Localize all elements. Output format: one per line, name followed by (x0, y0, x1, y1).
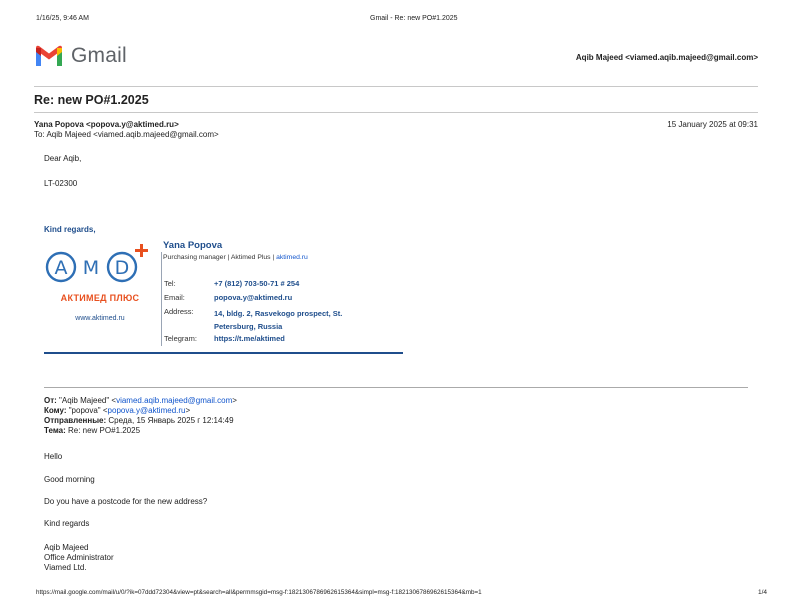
sig-tel-label: Tel: (164, 279, 176, 288)
print-datetime: 1/16/25, 9:46 AM (36, 15, 89, 22)
quoted-sent-label: Отправленные: (44, 416, 109, 425)
quoted-sig-title: Office Administrator (44, 553, 114, 562)
quoted-sent-value: Среда, 15 Январь 2025 г 12:14:49 (108, 416, 234, 425)
message-closing: Kind regards, (44, 225, 96, 234)
quoted-line-hello: Hello (44, 452, 63, 461)
logo-company-ru: АКТИМЕД ПЛЮС (60, 293, 140, 303)
signature-role-link[interactable]: aktimed.ru (276, 254, 308, 261)
sig-address-value: 14, bldg. 2, Rasvekogo prospect, St. Petersburg, Russia (214, 309, 343, 331)
quoted-to-end: > (185, 406, 191, 415)
message-date: 15 January 2025 at 09:31 (667, 120, 758, 129)
logo-website: www.aktimed.ru (75, 315, 125, 322)
quoted-subject-label: Тема: (44, 426, 68, 435)
message-body-line: LT-02300 (44, 179, 78, 188)
subject-divider (34, 112, 758, 113)
quoted-line-question: Do you have a postcode for the new address? (44, 497, 208, 506)
gmail-wordmark: Gmail (71, 44, 127, 67)
sig-telegram-value[interactable]: https://t.me/aktimed (214, 334, 285, 343)
print-footer-page: 1/4 (757, 589, 767, 596)
quoted-to-name: "popova" < (68, 406, 108, 415)
quoted-sent-line (44, 416, 234, 426)
thread-subject: Re: new PO#1.2025 (34, 93, 149, 107)
header-divider (34, 86, 758, 87)
quoted-from-end: > (232, 396, 237, 405)
quoted-to-line (44, 406, 190, 416)
print-tab-title: Gmail - Re: new PO#1.2025 (370, 15, 458, 22)
account-email: Aqib Majeed <viamed.aqib.majeed@gmail.com> (575, 53, 758, 62)
quoted-line-good-morning: Good morning (44, 475, 95, 484)
signature-role: Purchasing manager | Aktimed Plus | (163, 254, 277, 261)
quoted-sig-company: Viamed Ltd. (44, 563, 87, 572)
message-from: Yana Popova <popova.y@aktimed.ru> (34, 120, 179, 129)
signature-name: Yana Popova (163, 240, 223, 251)
quoted-from-label: От: (44, 396, 60, 405)
sig-address-label: Address: (164, 307, 194, 316)
sig-telegram-label: Telegram: (164, 334, 197, 343)
print-footer-url: https://mail.google.com/mail/u/0/?ik=07ddd72304&view=pt&search=all&permmsgid=msg-f:1821306786962615364&simpl=msg-f:1821306786962615364&mb=1 (36, 589, 482, 596)
quoted-to-email[interactable]: popova.y@aktimed.ru (107, 406, 186, 415)
quoted-line-kind-regards: Kind regards (44, 519, 90, 528)
quoted-from-name: "Aqib Majeed" < (59, 396, 117, 405)
svg-text:M: M (82, 257, 100, 279)
svg-text:D: D (114, 257, 130, 279)
quoted-from-email[interactable]: viamed.aqib.majeed@gmail.com (116, 396, 233, 405)
quoted-from-line (44, 396, 237, 406)
quoted-subject-line (44, 426, 140, 436)
message-greeting: Dear Aqib, (44, 154, 82, 163)
quote-separator (44, 387, 748, 388)
signature-bottom-bar (44, 352, 403, 354)
quoted-sig-name: Aqib Majeed (44, 543, 89, 552)
signature-role-line (163, 254, 308, 261)
message-to: To: Aqib Majeed <viamed.aqib.majeed@gmail.com> (34, 130, 219, 139)
quoted-to-label: Кому: (44, 406, 69, 415)
gmail-logo-icon (34, 44, 64, 68)
quoted-subject-value: Re: new PO#1.2025 (67, 426, 141, 435)
logo-letters: A (54, 257, 68, 279)
signature-divider-line (161, 252, 162, 346)
sig-email-label: Email: (164, 293, 185, 302)
sig-tel-value[interactable]: +7 (812) 703-50-71 # 254 (214, 279, 300, 288)
sig-email-value[interactable]: popova.y@aktimed.ru (214, 293, 293, 302)
